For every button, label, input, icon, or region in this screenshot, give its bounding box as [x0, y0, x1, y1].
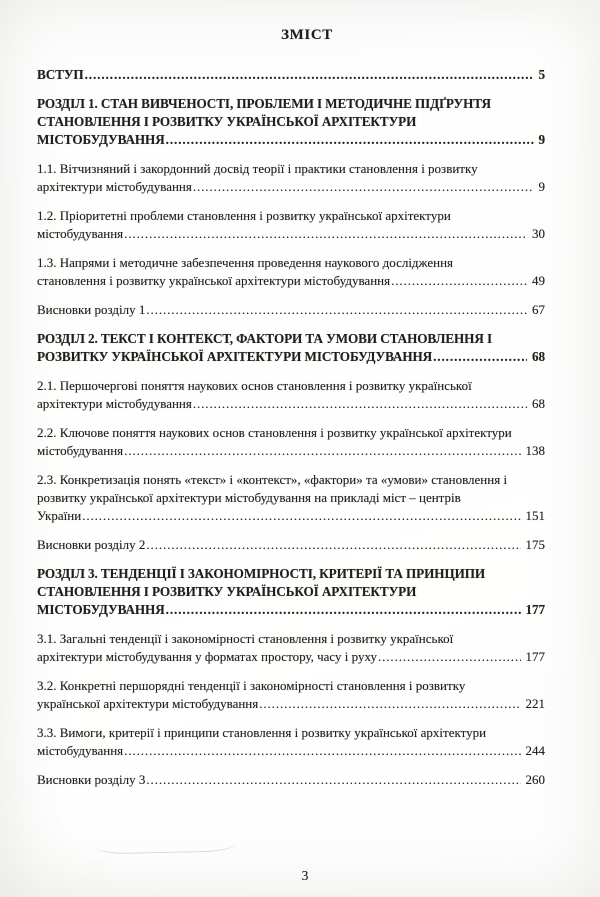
toc-entry	[37, 95, 545, 149]
toc-entry-text: 3.2. Конкретні першорядні тенденції і закономірності становлення і розвитку	[37, 678, 466, 693]
toc-entry-last-line	[37, 225, 545, 243]
toc-entry-text: містобудування	[37, 443, 124, 458]
page-title: ЗМІСТ	[281, 27, 333, 43]
dot-leader	[124, 225, 527, 243]
toc-entry-last-line	[37, 536, 545, 554]
toc-entry	[37, 66, 545, 84]
toc-entry-last-line	[37, 348, 545, 366]
toc-entry	[37, 330, 545, 366]
toc-entry-last-line	[37, 771, 545, 789]
toc-entry-text: архітектури містобудування у форматах простору, часу і руху	[37, 649, 377, 664]
toc-page-number: 9	[538, 179, 545, 194]
toc-entry	[37, 677, 545, 713]
dot-leader	[378, 648, 521, 666]
toc-entry-text: РОЗДІЛ 2. ТЕКСТ І КОНТЕКСТ, ФАКТОРИ ТА УМОВИ СТАНОВЛЕННЯ І	[37, 331, 492, 346]
toc-page-number: 5	[538, 67, 545, 82]
toc-page-number: 244	[525, 743, 545, 758]
toc-entry-last-line	[37, 507, 545, 525]
toc-page-number: 175	[525, 537, 545, 552]
toc-page-number: 30	[532, 226, 545, 241]
toc-page-number: 221	[525, 696, 545, 711]
toc-page-number: 138	[525, 443, 545, 458]
dot-leader	[146, 301, 527, 319]
toc-entry-text: української архітектури містобудування	[37, 696, 259, 711]
toc-entry-last-line	[37, 395, 545, 413]
toc-entry-text: розвитку української архітектури містобудування на прикладі міст – центрів	[37, 490, 461, 505]
toc-entry-last-line	[37, 648, 545, 666]
toc-page-number: 68	[532, 396, 545, 411]
toc-entry-text: 3.1. Загальні тенденції і закономірності становлення і розвитку української	[37, 631, 454, 646]
toc-entry	[37, 207, 545, 243]
dot-leader	[193, 395, 527, 413]
page-number: 3	[301, 868, 309, 883]
toc-entry	[37, 424, 545, 460]
toc-entry-last-line	[37, 301, 545, 319]
toc-entry-last-line	[37, 178, 545, 196]
toc-entry	[37, 471, 545, 525]
dot-leader	[193, 178, 534, 196]
toc-entry-text: 1.1. Вітчизняний і закордонний досвід теорії і практики становлення і розвитку	[37, 161, 478, 176]
toc-entry-text: України	[37, 508, 82, 523]
toc-entry-last-line	[37, 442, 545, 460]
toc-entry-text: архітектури містобудування	[37, 179, 192, 194]
toc-entry-text: 1.3. Напрями і методичне забезпечення проведення наукового дослідження	[37, 255, 454, 270]
toc-entry	[37, 771, 545, 789]
toc-entry-text: РОЗВИТКУ УКРАЇНСЬКОЇ АРХІТЕКТУРИ МІСТОБУДУВАННЯ	[37, 349, 433, 364]
toc-entry-last-line	[37, 131, 545, 149]
dot-leader	[166, 601, 521, 619]
toc-page-number: 67	[532, 302, 545, 317]
toc-entry-last-line	[37, 601, 545, 619]
toc-entry-last-line	[37, 272, 545, 290]
dot-leader	[85, 66, 534, 84]
dot-leader	[166, 131, 534, 149]
toc-entry	[37, 565, 545, 619]
dot-leader	[124, 442, 520, 460]
toc-entry-text: Висновки розділу 3	[37, 772, 146, 787]
toc-entry	[37, 160, 545, 196]
dot-leader	[146, 771, 520, 789]
toc-entry-last-line	[37, 66, 545, 84]
toc-entry-text: МІСТОБУДУВАННЯ	[37, 132, 165, 147]
toc-entry-text: 1.2. Пріоритетні проблеми становлення і розвитку української архітектури	[37, 208, 451, 223]
toc-entry-text: Висновки розділу 1	[37, 302, 146, 317]
toc-entry-text: СТАНОВЛЕННЯ І РОЗВИТКУ УКРАЇНСЬКОЇ АРХІТЕКТУРИ	[37, 584, 417, 599]
dot-leader	[259, 695, 520, 713]
toc-entry	[37, 536, 545, 554]
toc-page-number: 177	[525, 649, 545, 664]
dot-leader	[433, 348, 527, 366]
dot-leader	[391, 272, 527, 290]
toc-entry-last-line	[37, 742, 545, 760]
toc-page-number: 68	[532, 349, 545, 364]
toc-entry	[37, 377, 545, 413]
toc-page-number: 151	[525, 508, 545, 523]
toc-entry-text: Висновки розділу 2	[37, 537, 146, 552]
toc-entry-text: РОЗДІЛ 3. ТЕНДЕНЦІЇ І ЗАКОНОМІРНОСТІ, КРИТЕРІЇ ТА ПРИНЦИПИ	[37, 566, 486, 581]
toc-entry-text: СТАНОВЛЕННЯ І РОЗВИТКУ УКРАЇНСЬКОЇ АРХІТЕКТУРИ	[37, 114, 417, 129]
toc-page-number: 49	[532, 273, 545, 288]
scan-artifact	[95, 837, 235, 855]
toc-entry	[37, 724, 545, 760]
toc-entry-text: містобудування	[37, 743, 124, 758]
toc-page-number: 9	[538, 132, 545, 147]
dot-leader	[82, 507, 520, 525]
toc-entry-text: архітектури містобудування	[37, 396, 192, 411]
toc-entry-text: 2.3. Конкретизація понять «текст» і «контекст», «фактори» та «умови» становлення і	[37, 472, 508, 487]
toc-page-number: 177	[525, 602, 545, 617]
toc-entry-text: 2.1. Першочергові поняття наукових основ становлення і розвитку української	[37, 378, 472, 393]
toc-entry-text: 3.3. Вимоги, критерії і принципи становлення і розвитку української архітектури	[37, 725, 487, 740]
toc-list	[37, 66, 545, 789]
toc-entry-text: містобудування	[37, 226, 124, 241]
dot-leader	[124, 742, 520, 760]
dot-leader	[146, 536, 520, 554]
toc-entry	[37, 254, 545, 290]
toc-page-number: 260	[525, 772, 545, 787]
toc-entry-text: РОЗДІЛ 1. СТАН ВИВЧЕНОСТІ, ПРОБЛЕМИ І МЕТОДИЧНЕ ПІДҐРУНТЯ	[37, 96, 491, 111]
toc-entry-text: МІСТОБУДУВАННЯ	[37, 602, 165, 617]
toc-entry-text: ВСТУП	[37, 67, 84, 82]
toc-entry-text: 2.2. Ключове поняття наукових основ становлення і розвитку української архітектури	[37, 425, 512, 440]
toc-entry	[37, 630, 545, 666]
toc-entry-last-line	[37, 695, 545, 713]
toc-entry-text: становлення і розвитку української архітектури містобудування	[37, 273, 391, 288]
toc-entry	[37, 301, 545, 319]
